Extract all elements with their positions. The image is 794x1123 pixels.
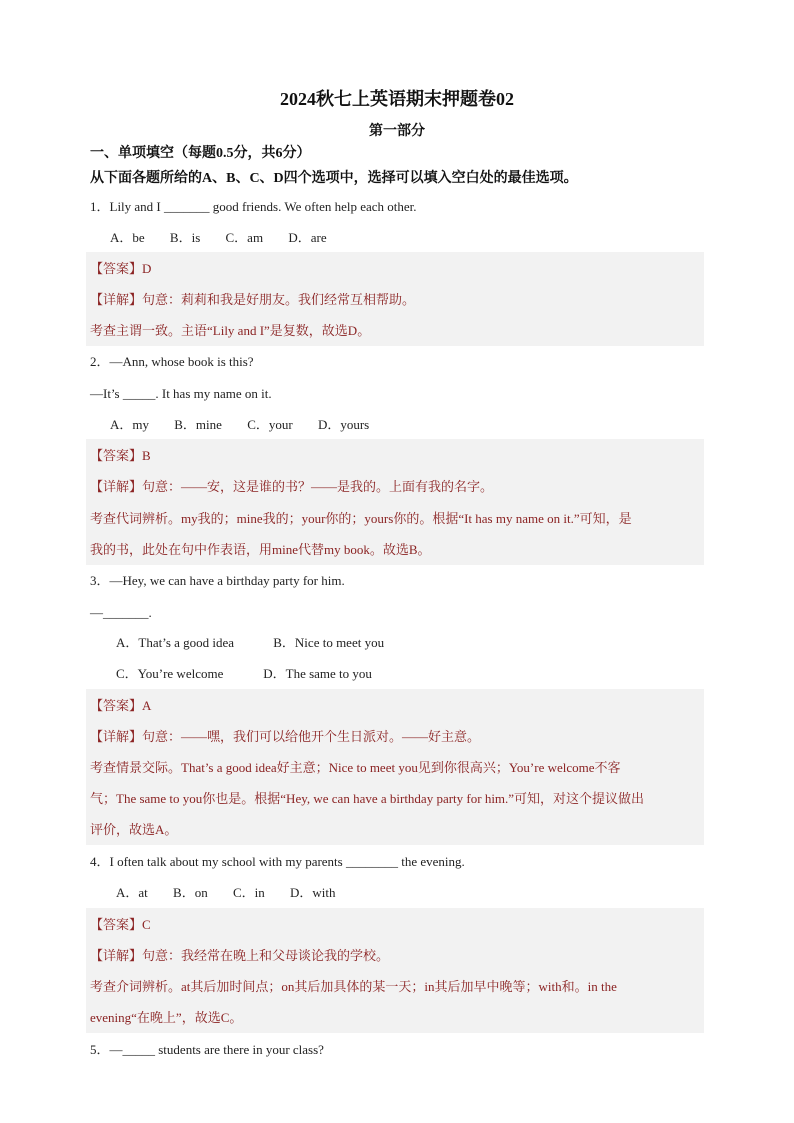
question-options (116, 634, 406, 652)
option-c: C．am (225, 230, 264, 245)
answer-label: 【答案】D (90, 261, 152, 276)
answer-detail: 【详解】句意：我经常在晚上和父母谈论我的学校。 (90, 948, 390, 963)
answer-detail: 考查主谓一致。主语“Lily and I”是复数，故选D。 (90, 323, 371, 338)
question-stem: 1．Lily and I _______ good friends. We often help each other. (90, 199, 417, 214)
option-d: D．are (288, 230, 327, 245)
answer-detail: 考查情景交际。That’s a good idea好主意；Nice to meet you见到你很高兴；You’re welcome不客 (90, 760, 621, 775)
answer-label: 【答案】B (90, 448, 151, 463)
question-options (110, 416, 391, 434)
answer-block (86, 439, 704, 565)
page-title: 2024秋七上英语期末押题卷02 (280, 89, 514, 109)
option-b: B．Nice to meet you (273, 635, 385, 650)
question-options (110, 229, 349, 247)
part-heading: 第一部分 (369, 124, 425, 139)
answer-detail: 我的书，此处在句中作表语，用mine代替my book。故选B。 (90, 542, 431, 557)
question-options (116, 665, 394, 683)
answer-label: 【答案】A (90, 698, 152, 713)
option-a: A．at (116, 885, 148, 900)
answer-detail: 评价，故选A。 (90, 822, 178, 837)
question-stem-reply: —It’s _____. It has my name on it. (90, 386, 272, 401)
answer-detail: 【详解】句意：莉莉和我是好朋友。我们经常互相帮助。 (90, 292, 416, 307)
answer-detail: 【详解】句意：——嘿，我们可以给他开个生日派对。——好主意。 (90, 729, 481, 744)
section-instruction: 从下面各题所给的A、B、C、D四个选项中，选择可以填入空白处的最佳选项。 (90, 171, 578, 186)
option-d: D．yours (317, 417, 370, 432)
question-stem-reply: —_______. (90, 605, 152, 620)
question-stem: 3．—Hey, we can have a birthday party for him. (90, 573, 345, 588)
option-d: D．The same to you (263, 666, 372, 681)
answer-detail: 考查代词辨析。my我的；mine我的；your你的；yours你的。根据“It has my name on it.”可知，是 (90, 511, 632, 526)
option-a: A．That’s a good idea (116, 635, 235, 650)
option-d: D．with (290, 885, 336, 900)
answer-detail: 气；The same to you你也是。根据“Hey, we can have a birthday party for him.”可知，对这个提议做出 (90, 791, 645, 806)
question-stem: 4．I often talk about my school with my parents ________ the evening. (90, 854, 465, 869)
option-c: C．your (247, 417, 293, 432)
answer-detail: 考查介词辨析。at其后加时间点；on其后加具体的某一天；in其后加早中晚等；with和。in the (90, 979, 617, 994)
option-b: B．on (173, 885, 208, 900)
question-stem: 5．—_____ students are there in your class? (90, 1042, 324, 1057)
question-stem: 2．—Ann, whose book is this? (90, 354, 254, 369)
option-b: B．is (169, 230, 201, 245)
answer-block (86, 689, 704, 845)
question-options (116, 884, 358, 902)
answer-block (86, 908, 704, 1033)
answer-detail: 【详解】句意：——安，这是谁的书？——是我的。上面有我的名字。 (90, 479, 494, 494)
answer-label: 【答案】C (90, 917, 151, 932)
option-c: C．You’re welcome (116, 666, 224, 681)
option-b: B．mine (174, 417, 222, 432)
option-a: A．be (110, 230, 145, 245)
option-a: A．my (110, 417, 150, 432)
section-heading: 一、单项填空（每题0.5分，共6分） (90, 146, 311, 161)
answer-block (86, 252, 704, 346)
option-c: C．in (232, 885, 265, 900)
answer-detail: evening“在晚上”，故选C。 (90, 1010, 243, 1025)
